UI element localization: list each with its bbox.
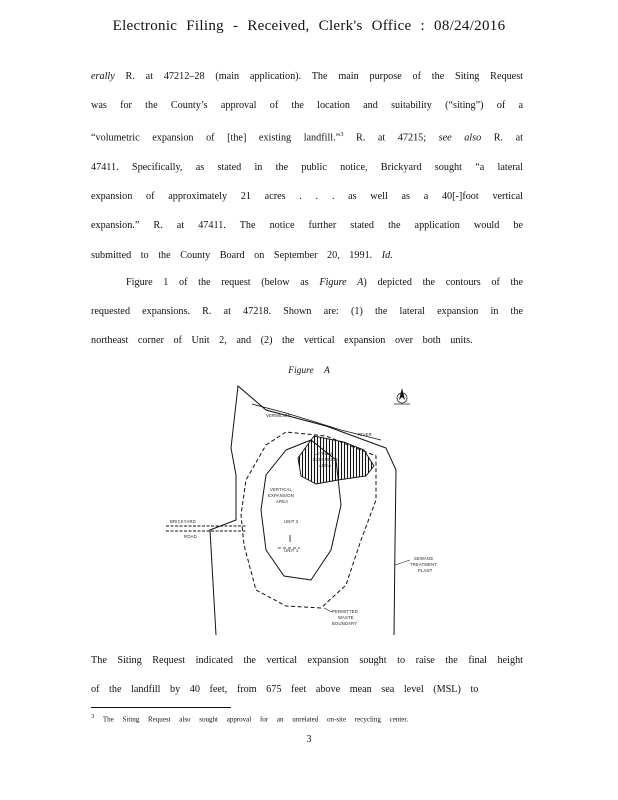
para2-text-b: ) depicted the contours of the requested expansions. R. at 47218. Shown are: (1) the lateral expansion in the northeast corner of Unit 2, and (2) the vertical expansion over both units. <box>91 277 524 347</box>
para2-figure-ref: Figure A <box>319 277 364 288</box>
label-sewage-2: TREATMENT <box>410 562 438 567</box>
para1-continued-word: erally <box>91 71 115 82</box>
para1-id-cite: Id. <box>381 249 393 261</box>
footnote-3 <box>91 713 531 723</box>
label-vertical-3: AREA <box>276 499 289 504</box>
sewage-leader <box>395 560 410 565</box>
label-permitted-3: BOUNDARY <box>332 621 358 626</box>
label-lateral-1: LATERAL <box>314 451 334 456</box>
label-sewage-3: PLANT <box>418 568 433 573</box>
figure-caption: Figure A <box>288 366 330 376</box>
para1-text-b: R. at 47215; <box>343 132 439 144</box>
label-permitted-2: WASTE <box>338 615 354 620</box>
site-map-figure <box>166 380 453 637</box>
page-number: 3 <box>306 734 312 745</box>
footnote-text: The Siting Request also sought approval for an unrelated on-site recycling center. <box>94 715 409 724</box>
footnote-number: 3 <box>91 713 95 720</box>
permitted-leader <box>324 608 332 612</box>
label-vertical-2: EXPANSION <box>268 493 294 498</box>
property-boundary <box>210 386 396 635</box>
paragraph-1 <box>91 62 523 270</box>
label-river: RIVER <box>358 432 372 437</box>
label-lateral-3: AREA <box>319 463 332 468</box>
footnote-ref-3[interactable]: 3 <box>340 131 344 139</box>
label-sewage-1: SEWAGE <box>414 556 434 561</box>
para1-text-a: R. at 47212–28 (main application). The main purpose of the Siting Request was for the County’s approval of the location and suitability (“siting”) of a “volumetric expansion of [the] existing landfill.” <box>91 71 523 144</box>
label-lateral-2: EXPANSION <box>313 457 339 462</box>
label-road-1: BRICKYARD <box>170 519 196 524</box>
paragraph-3: The Siting Request indicated the vertical expansion sought to raise the final height of the landfill by 40 feet, from 675 feet above mean sea level (MSL) to <box>91 655 523 696</box>
para1-see-also: see also <box>438 132 482 144</box>
label-unit-2: UNIT 2 <box>284 519 299 524</box>
paragraph-2 <box>91 268 523 356</box>
label-vermilion: VERMILION <box>266 413 291 418</box>
north-arrow-icon <box>394 388 410 404</box>
para2-text-a: Figure 1 of the request (below as <box>126 277 320 288</box>
para1-text-c: R. at 47411. Specifically, as stated in the public notice, Brickyard sought “a lateral expansion of approximately 21 acres . . . as well as a 40[-]foot vertical expansion.” R. at 47411. The notice further stated the application would be submitted to the County Board on September 20, 1991. <box>91 132 523 261</box>
footnote-divider <box>91 707 231 708</box>
label-unit-1: UNIT 1 <box>284 548 299 553</box>
label-road-2: ROAD <box>184 534 197 539</box>
label-permitted-1: PERMITTED <box>332 609 358 614</box>
filing-header: Electronic Filing - Received, Clerk's Office : 08/24/2016 <box>112 18 506 34</box>
label-vertical-1: VERTICAL <box>270 487 293 492</box>
